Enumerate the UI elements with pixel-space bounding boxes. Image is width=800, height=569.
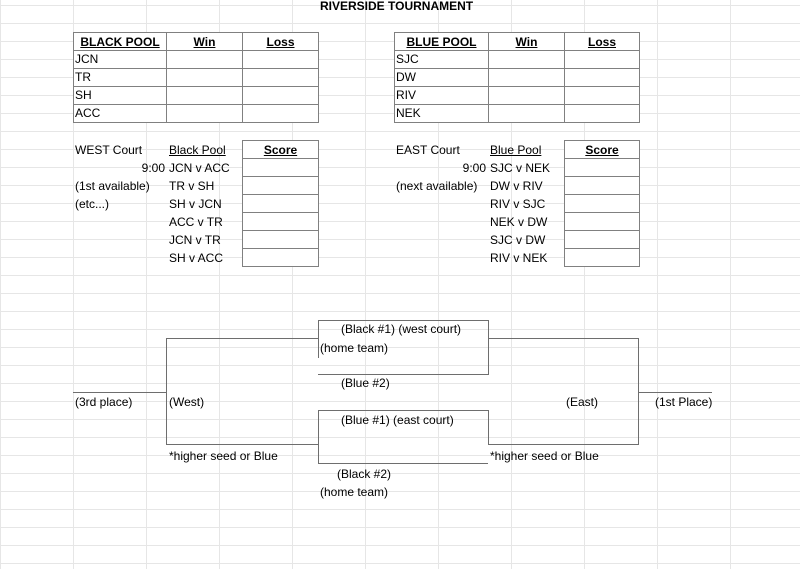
black-loss-header: Loss xyxy=(266,35,295,49)
west-score-cell[interactable] xyxy=(242,212,319,231)
tournament-title: RIVERSIDE TOURNAMENT xyxy=(320,0,474,13)
black-win-cell[interactable] xyxy=(166,86,243,105)
black-pool-header: BLACK POOL xyxy=(80,35,160,49)
blue-team-name: NEK xyxy=(396,106,421,120)
east-game: RIV v NEK xyxy=(490,251,548,265)
black-win-cell[interactable] xyxy=(166,68,243,87)
west-time: 9:00 xyxy=(141,161,165,175)
east-court-label: EAST Court xyxy=(396,143,460,157)
east-score-cell[interactable] xyxy=(564,176,640,195)
black-win-cell[interactable] xyxy=(166,104,243,123)
black-win-cell[interactable] xyxy=(166,50,243,69)
west-score-cell[interactable] xyxy=(242,248,319,267)
blue-win-header: Win xyxy=(515,35,538,49)
west-score-cell[interactable] xyxy=(242,230,319,249)
bracket-black2: (Black #2) xyxy=(337,467,392,481)
blue-team-name: RIV xyxy=(396,88,417,102)
west-game: SH v JCN xyxy=(169,197,222,211)
bracket-blue1: (Blue #1) (east court) xyxy=(341,413,454,427)
west-score-cell[interactable] xyxy=(242,176,319,195)
bracket-home-team-2: (home team) xyxy=(320,485,389,499)
east-score-cell[interactable] xyxy=(564,212,640,231)
bracket-seed-note-left: *higher seed or Blue xyxy=(169,449,278,463)
east-score-cell[interactable] xyxy=(564,248,640,267)
bracket-first-place: (1st Place) xyxy=(655,395,713,409)
blue-win-cell[interactable] xyxy=(488,50,565,69)
east-score-cell[interactable] xyxy=(564,194,640,213)
blue-loss-header: Loss xyxy=(587,35,616,49)
east-note: (next available) xyxy=(396,179,478,193)
west-game: JCN v TR xyxy=(169,233,221,247)
east-game: SJC v DW xyxy=(490,233,546,247)
black-loss-cell[interactable] xyxy=(242,86,319,105)
blue-team-name: DW xyxy=(396,70,416,84)
west-score-header: Score xyxy=(263,143,298,157)
blue-loss-cell[interactable] xyxy=(564,104,640,123)
west-note: (etc...) xyxy=(75,197,110,211)
bracket-black1: (Black #1) (west court) xyxy=(341,322,462,336)
east-time: 9:00 xyxy=(462,161,486,175)
east-pool-label: Blue Pool xyxy=(490,143,542,157)
west-note: (1st available) xyxy=(75,179,150,193)
bracket-blue2: (Blue #2) xyxy=(341,376,390,390)
blue-win-cell[interactable] xyxy=(488,104,565,123)
blue-win-cell[interactable] xyxy=(488,86,565,105)
black-team-name: ACC xyxy=(75,106,101,120)
east-game: SJC v NEK xyxy=(490,161,551,175)
west-game: ACC v TR xyxy=(169,215,223,229)
bracket-home-team-1: (home team) xyxy=(320,341,389,355)
black-loss-cell[interactable] xyxy=(242,68,319,87)
bracket-seed-note-right: *higher seed or Blue xyxy=(490,449,599,463)
black-team-name: JCN xyxy=(75,52,99,66)
west-score-cell[interactable] xyxy=(242,194,319,213)
east-game: DW v RIV xyxy=(490,179,543,193)
east-score-cell[interactable] xyxy=(564,158,640,177)
east-score-header: Score xyxy=(585,143,619,157)
black-loss-cell[interactable] xyxy=(242,50,319,69)
blue-loss-cell[interactable] xyxy=(564,50,640,69)
west-court-label: WEST Court xyxy=(75,143,143,157)
bracket-third-place: (3rd place) xyxy=(75,395,133,409)
west-game: SH v ACC xyxy=(169,251,224,265)
east-score-cell[interactable] xyxy=(564,230,640,249)
bracket-east: (East) xyxy=(566,395,599,409)
blue-loss-cell[interactable] xyxy=(564,68,640,87)
black-team-name: SH xyxy=(75,88,92,102)
blue-team-name: SJC xyxy=(396,52,419,66)
blue-win-cell[interactable] xyxy=(488,68,565,87)
east-game: NEK v DW xyxy=(490,215,548,229)
blue-loss-cell[interactable] xyxy=(564,86,640,105)
blue-pool-header: BLUE POOL xyxy=(406,35,477,49)
west-game: JCN v ACC xyxy=(169,161,230,175)
black-team-name: TR xyxy=(75,70,91,84)
east-game: RIV v SJC xyxy=(490,197,546,211)
black-win-header: Win xyxy=(193,35,216,49)
west-pool-label: Black Pool xyxy=(169,143,226,157)
west-score-cell[interactable] xyxy=(242,158,319,177)
black-loss-cell[interactable] xyxy=(242,104,319,123)
bracket-west: (West) xyxy=(169,395,205,409)
west-game: TR v SH xyxy=(169,179,215,193)
